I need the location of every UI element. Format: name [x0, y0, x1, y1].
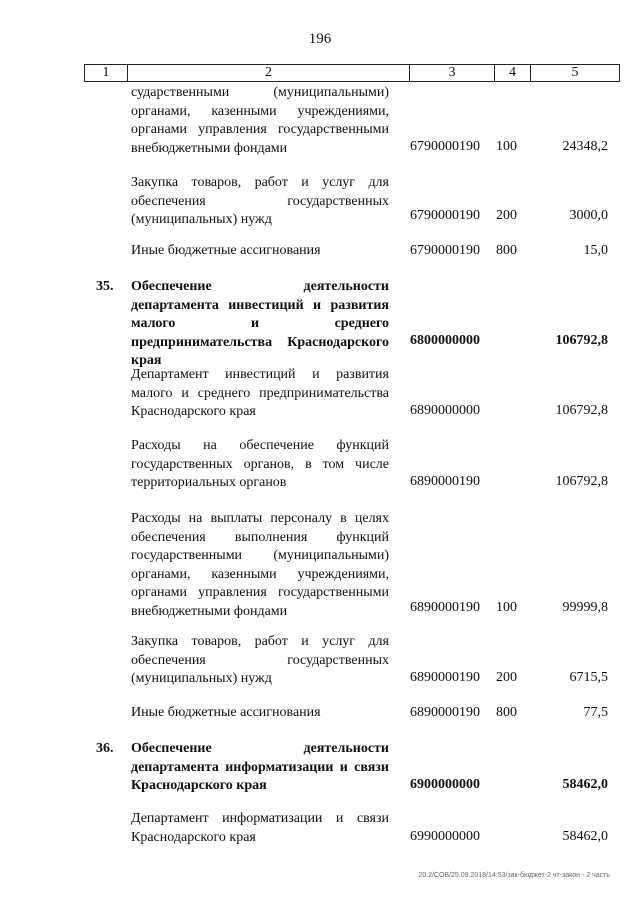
row-expense-type: 800 — [496, 705, 517, 720]
section-code: 6800000000 — [410, 333, 480, 348]
row-sum: 15,0 — [583, 243, 608, 258]
row-code: 6890000190 — [410, 600, 480, 615]
row-sum: 3000,0 — [569, 208, 608, 223]
column-header-1: 1 — [85, 65, 128, 81]
row-sum: 106792,8 — [555, 474, 608, 489]
row-code: 6790000190 — [410, 243, 480, 258]
row-sum: 58462,0 — [562, 829, 608, 844]
column-header-row — [84, 64, 620, 82]
column-header-5: 5 — [571, 65, 579, 80]
column-header-4: 4 — [495, 65, 531, 81]
row-code: 6990000000 — [410, 829, 480, 844]
row-sum: 6715,5 — [569, 670, 608, 685]
row-name: Закупка товаров, работ и услуг для обеспечения государственных (муниципальных) нужд — [131, 175, 389, 227]
row-name: Департамент инвестиций и развития малого и среднего предпринимательства Краснодарского края — [131, 367, 389, 419]
row-name: Расходы на обеспечение функций государственных органов, в том числе территориальных органов — [131, 438, 389, 490]
row-sum: 77,5 — [583, 705, 608, 720]
row-sum: 24348,2 — [562, 139, 608, 154]
row-name: Департамент информатизации и связи Краснодарского края — [131, 811, 389, 845]
row-name: сударственными (муниципальными) органами, казенными учреждениями, органами управления государственными внебюджетными фондами — [131, 85, 389, 156]
row-expense-type: 100 — [496, 600, 517, 615]
section-code: 6900000000 — [410, 777, 480, 792]
column-header-2: 2 — [128, 65, 410, 81]
row-code: 6890000190 — [410, 705, 480, 720]
row-code: 6890000190 — [410, 474, 480, 489]
document-footer: 20.2/СОВ/25.09.2018/14:53/зак-бюджет-2 чт-закон - 2 часть — [418, 872, 610, 879]
row-sum: 99999,8 — [562, 600, 608, 615]
row-expense-type: 800 — [496, 243, 517, 258]
section-sum: 106792,8 — [555, 333, 608, 348]
column-header-3: 3 — [410, 65, 495, 81]
row-name: Иные бюджетные ассигнования — [131, 243, 321, 258]
row-name: Расходы на выплаты персоналу в целях обеспечения выполнения функций государственными (муниципальными) органами, казенными учреждениями, органами управления государственными внебюджетными фондами — [131, 511, 389, 619]
row-name: Иные бюджетные ассигнования — [131, 705, 321, 720]
row-code: 6890000190 — [410, 670, 480, 685]
row-expense-type: 100 — [496, 139, 517, 154]
section-name: Обеспечение деятельности департамента инвестиций и развития малого и среднего предпринимательства Краснодарского края — [131, 279, 389, 368]
row-code: 6790000190 — [410, 208, 480, 223]
page-number: 196 — [308, 31, 332, 47]
row-name: Закупка товаров, работ и услуг для обеспечения государственных (муниципальных) нужд — [131, 634, 389, 686]
row-code: 6790000190 — [410, 139, 480, 154]
row-expense-type: 200 — [496, 208, 517, 223]
section-number: 36. — [96, 741, 114, 756]
row-expense-type: 200 — [496, 670, 517, 685]
section-sum: 58462,0 — [562, 777, 608, 792]
row-code: 6890000000 — [410, 403, 480, 418]
section-name: Обеспечение деятельности департамента информатизации и связи Краснодарского края — [131, 741, 389, 793]
section-number: 35. — [96, 279, 114, 294]
row-sum: 106792,8 — [555, 403, 608, 418]
